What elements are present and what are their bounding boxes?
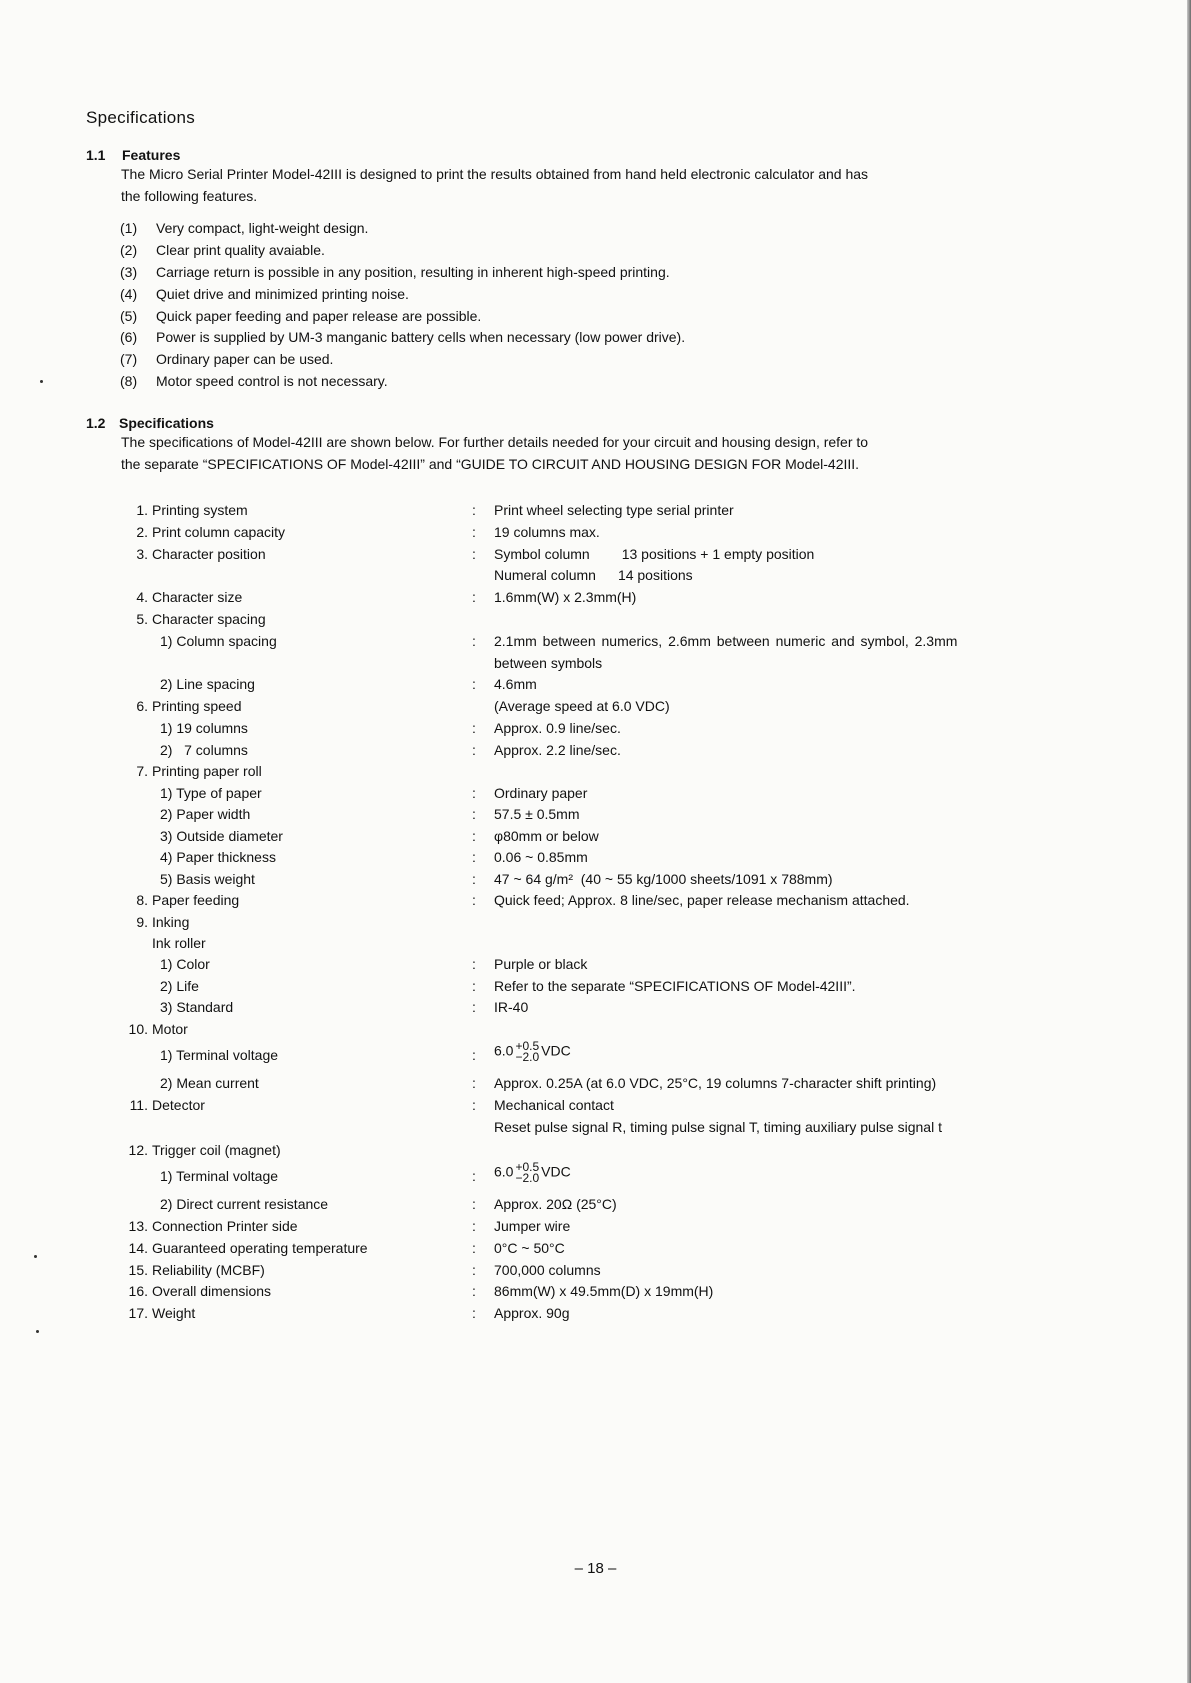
item-number: 9. — [136, 914, 148, 930]
spec-label: 2) Line spacing — [160, 676, 255, 692]
text: Carriage return is possible in any position, resulting in inherent high-speed printing. — [156, 263, 670, 280]
spec-value: Approx. 0.25A (at 6.0 VDC, 25°C, 19 columns 7-character shift printing) — [494, 1075, 937, 1091]
item-number: (8) — [120, 373, 138, 390]
table-row — [0, 999, 1191, 1021]
spec-label: 1) Terminal voltage — [160, 1168, 279, 1184]
separator-colon: : — [472, 1047, 476, 1063]
text: Very compact, light-weight design. — [156, 220, 369, 236]
spec-value: Ordinary paper — [494, 785, 588, 801]
table-row — [0, 1039, 1191, 1069]
spec-value: 86mm(W) x 49.5mm(D) x 19mm(H) — [494, 1283, 714, 1299]
item-number: 13. — [128, 1218, 148, 1234]
table-row — [0, 763, 1191, 785]
spec-value — [494, 546, 814, 562]
spec-label: Printing speed — [152, 698, 242, 714]
item-number: 16. — [128, 1283, 148, 1299]
separator-colon: : — [472, 1262, 476, 1278]
item-number: 5. — [136, 611, 148, 627]
table-row — [0, 806, 1191, 828]
spec-value: Jumper wire — [494, 1218, 571, 1234]
spec-value: 0°C ~ 50°C — [494, 1240, 565, 1256]
table-row — [0, 871, 1191, 893]
text: Clear print quality avaiable. — [156, 241, 325, 258]
table-row — [0, 1119, 1191, 1141]
spec-value: Quick feed; Approx. 8 line/sec, paper release mechanism attached. — [494, 892, 910, 908]
table-row — [0, 720, 1191, 742]
separator-colon: : — [472, 1196, 476, 1212]
spec-value: Approx. 2.2 line/sec. — [494, 742, 621, 758]
spec-label: 2) Paper width — [160, 806, 251, 822]
text: 13 positions + 1 empty position — [621, 546, 815, 562]
separator-colon: : — [472, 1283, 476, 1299]
list-item — [120, 370, 685, 392]
text: Quick paper feeding and paper release are possible. — [156, 307, 482, 324]
table-row — [0, 978, 1191, 1000]
text: −2.0 — [515, 1171, 540, 1185]
item-number: 2. — [136, 524, 148, 540]
spec-value: φ80mm or below — [494, 828, 599, 844]
text: Symbol column — [494, 546, 590, 562]
item-number: 17. — [128, 1305, 148, 1321]
text: Quiet drive and minimized printing noise. — [156, 285, 409, 302]
separator-colon: : — [472, 956, 476, 972]
spec-label: Character spacing — [152, 611, 266, 627]
table-row — [0, 742, 1191, 764]
item-number: 11. — [129, 1097, 148, 1113]
item-number: 1. — [136, 502, 148, 518]
text: 6.0 — [494, 1163, 514, 1180]
item-number: 10. — [128, 1021, 148, 1037]
separator-colon: : — [472, 1218, 476, 1234]
item-number: 15. — [128, 1262, 148, 1278]
spec-label: Motor — [152, 1021, 188, 1037]
spec-value: Approx. 20Ω (25°C) — [494, 1196, 617, 1212]
spec-label: Reliability (MCBF) — [152, 1262, 265, 1278]
spec-label: Trigger coil (magnet) — [152, 1142, 281, 1158]
table-row — [0, 1283, 1191, 1305]
spec-label: 1) Column spacing — [160, 633, 277, 649]
voltage-value — [494, 1162, 571, 1184]
separator-colon: : — [472, 589, 476, 605]
separator-colon: : — [472, 1075, 476, 1091]
item-number: (5) — [120, 307, 138, 324]
separator-colon: : — [472, 1305, 476, 1321]
specifications-intro: The specifications of Model-42III are shown below. For further details needed for your circuit and housing design, refer to the separate “SPECIFICATIONS OF Model-42III” and “GUIDE TO CIRCUIT AND HOUSING DESIGN FOR Model-42III. — [121, 434, 869, 472]
table-row — [0, 1075, 1191, 1097]
text: Numeral column — [494, 567, 596, 583]
table-row — [0, 1262, 1191, 1284]
separator-colon: : — [472, 1168, 476, 1184]
text: Motor speed control is not necessary. — [156, 373, 388, 390]
table-row — [0, 849, 1191, 871]
spec-value: between symbols — [494, 655, 603, 671]
table-row — [0, 1160, 1191, 1190]
separator-colon: : — [472, 1097, 476, 1113]
spec-label: 4) Paper thickness — [160, 849, 276, 865]
spec-value: 4.6mm — [494, 676, 537, 692]
item-number: (4) — [120, 285, 138, 302]
list-item — [120, 283, 685, 305]
item-number: (1) — [120, 220, 138, 236]
voltage-value — [494, 1041, 571, 1063]
table-row — [0, 935, 1191, 957]
list-item — [120, 305, 685, 327]
table-row — [0, 1142, 1191, 1164]
spec-label: Connection Printer side — [152, 1218, 298, 1234]
item-number: 12. — [128, 1142, 148, 1158]
table-row — [0, 1218, 1191, 1240]
item-number: (2) — [120, 241, 138, 258]
separator-colon: : — [472, 1240, 476, 1256]
table-row — [0, 567, 1191, 589]
spec-label: 1) Terminal voltage — [160, 1047, 279, 1063]
spec-value: 19 columns max. — [494, 524, 600, 540]
spec-label: Character position — [152, 546, 266, 562]
spec-value: 0.06 ~ 0.85mm — [494, 849, 588, 865]
spec-value: IR-40 — [494, 999, 529, 1015]
spec-label: Printing paper roll — [152, 763, 262, 779]
table-row — [0, 1097, 1191, 1119]
separator-colon: : — [472, 742, 476, 758]
spec-label: Character size — [152, 589, 243, 605]
spec-value: 57.5 ± 0.5mm — [494, 806, 580, 822]
spec-label: 2) Direct current resistance — [160, 1196, 329, 1212]
features-list — [120, 217, 685, 392]
spec-label: 2) Mean current — [160, 1075, 259, 1091]
item-number: (3) — [120, 263, 138, 280]
item-number: (7) — [120, 351, 138, 368]
separator-colon: : — [472, 828, 476, 844]
text: VDC — [541, 1042, 571, 1059]
table-row — [0, 698, 1191, 720]
separator-colon: : — [472, 871, 476, 887]
table-row — [0, 1196, 1191, 1218]
item-number: 4. — [136, 589, 148, 605]
table-row — [0, 1021, 1191, 1043]
page-number: – 18 – — [574, 1560, 617, 1577]
spec-value: Mechanical contact — [494, 1097, 614, 1113]
text: VDC — [541, 1163, 571, 1180]
list-item — [120, 239, 685, 261]
spec-label: Ink roller — [152, 935, 206, 951]
separator-colon: : — [472, 546, 476, 562]
separator-colon: : — [472, 524, 476, 540]
spec-label: Detector — [152, 1097, 205, 1113]
separator-colon: : — [472, 892, 476, 908]
spec-label: 3) Standard — [160, 999, 234, 1015]
spec-label: Inking — [152, 914, 190, 930]
table-row — [0, 676, 1191, 698]
text: Power is supplied by UM-3 manganic battery cells when necessary (low power drive). — [156, 329, 686, 346]
page-title: Specifications — [86, 108, 196, 127]
list-item — [120, 261, 685, 283]
text: 6.0 — [494, 1042, 514, 1059]
text: 14 positions — [617, 567, 693, 583]
spec-value: 700,000 columns — [494, 1262, 601, 1278]
item-number: (6) — [120, 329, 138, 346]
separator-colon: : — [472, 785, 476, 801]
table-row — [0, 611, 1191, 633]
spec-label: 1) Color — [160, 956, 210, 972]
list-item — [120, 348, 685, 370]
separator-colon: : — [472, 502, 476, 518]
text: +0.5 — [515, 1160, 540, 1174]
table-row — [0, 828, 1191, 850]
spec-value: Refer to the separate “SPECIFICATIONS OF Model-42III”. — [494, 978, 856, 994]
spec-label: Overall dimensions — [152, 1283, 272, 1299]
spec-value: Print wheel selecting type serial printer — [494, 502, 734, 518]
list-item — [120, 326, 685, 348]
features-intro: The Micro Serial Printer Model-42III is designed to print the results obtained from hand held electronic calculator and has the following features. — [121, 166, 869, 204]
spec-label: 1) Type of paper — [160, 785, 262, 801]
separator-colon: : — [472, 999, 476, 1015]
spec-value: Approx. 90g — [494, 1305, 570, 1321]
text: +0.5 — [515, 1039, 540, 1053]
spec-label: Guaranteed operating temperature — [152, 1240, 368, 1256]
table-row — [0, 914, 1191, 936]
spec-value: (Average speed at 6.0 VDC) — [494, 698, 670, 714]
table-row — [0, 956, 1191, 978]
table-row — [0, 655, 1191, 677]
spec-label: Printing system — [152, 502, 248, 518]
spec-value: 47 ~ 64 g/m² (40 ~ 55 kg/1000 sheets/1091 x 788mm) — [494, 871, 833, 887]
spec-label: 3) Outside diameter — [160, 828, 283, 844]
spec-value — [494, 567, 693, 583]
table-row — [0, 1305, 1191, 1327]
spec-label: 2) Life — [160, 978, 199, 994]
tolerance — [515, 1162, 539, 1184]
spec-label: 5) Basis weight — [160, 871, 255, 887]
spec-label: Paper feeding — [152, 892, 240, 908]
separator-colon: : — [472, 676, 476, 692]
text: −2.0 — [515, 1050, 540, 1064]
table-row — [0, 524, 1191, 546]
text: Ordinary paper can be used. — [156, 351, 334, 368]
item-number: 8. — [136, 892, 148, 908]
spec-value: 1.6mm(W) x 2.3mm(H) — [494, 589, 637, 605]
separator-colon: : — [472, 849, 476, 865]
table-row — [0, 546, 1191, 568]
table-row — [0, 633, 1191, 655]
spec-value: Purple or black — [494, 956, 588, 972]
spec-value: Reset pulse signal R, timing pulse signal T, timing auxiliary pulse signal t — [494, 1119, 942, 1135]
separator-colon: : — [472, 978, 476, 994]
item-number: 14. — [128, 1240, 148, 1256]
item-number: 7. — [136, 763, 148, 779]
separator-colon: : — [472, 633, 476, 649]
spec-label: Weight — [152, 1305, 196, 1321]
separator-colon: : — [472, 806, 476, 822]
spec-value: Approx. 0.9 line/sec. — [494, 720, 621, 736]
spec-label: 1) 19 columns — [160, 720, 248, 736]
spec-label: Print column capacity — [152, 524, 286, 540]
section-heading-specifications: 1.2 Specifications — [86, 415, 214, 431]
list-item — [120, 217, 685, 239]
separator-colon: : — [472, 720, 476, 736]
spec-value: 2.1mm between numerics, 2.6mm between numeric and symbol, 2.3mm — [494, 633, 958, 649]
table-row — [0, 589, 1191, 611]
tolerance — [515, 1041, 539, 1063]
item-number: 6. — [136, 698, 148, 714]
table-row — [0, 785, 1191, 807]
section-heading-features: 1.1 Features — [86, 147, 181, 163]
table-row — [0, 502, 1191, 524]
table-row — [0, 892, 1191, 914]
spec-label: 2) 7 columns — [160, 742, 248, 758]
item-number: 3. — [136, 546, 148, 562]
table-row — [0, 1240, 1191, 1262]
